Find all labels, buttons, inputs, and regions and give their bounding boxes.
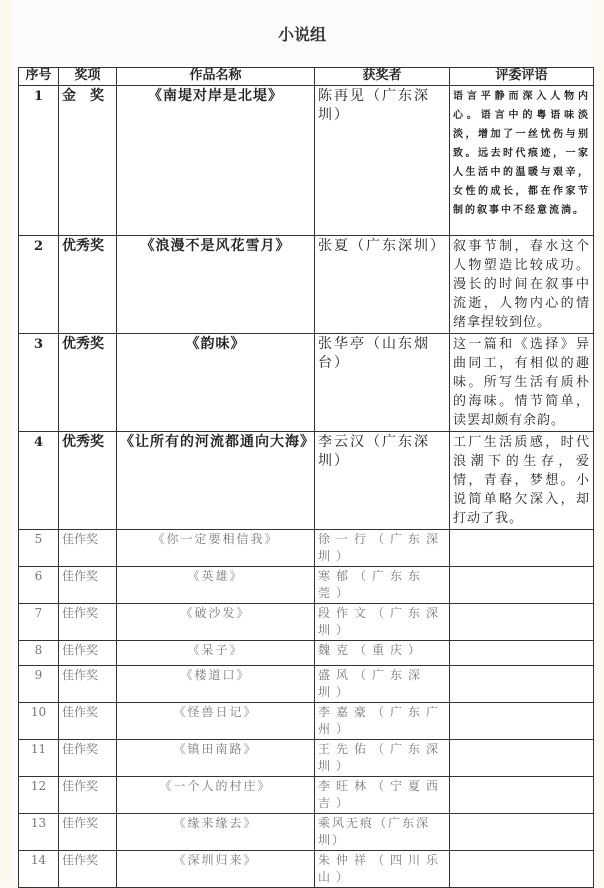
- row-work: 《南堤对岸是北堤》: [117, 86, 315, 236]
- table-row: [19, 740, 594, 777]
- row-winner: 王先佑（广东深圳）: [315, 740, 450, 777]
- table-row: [19, 236, 594, 334]
- row-comment: [450, 641, 594, 666]
- header-work: 作品名称: [117, 68, 315, 86]
- row-no: 1: [19, 86, 59, 236]
- row-comment: 这一篇和《选择》异曲同工，有相似的趣味。所写生活有质朴的海味。情节简单，读罢却颇有余韵。: [450, 334, 594, 432]
- row-no: 10: [19, 703, 59, 740]
- table-header-row: [19, 68, 594, 86]
- row-award: 佳作奖: [59, 777, 117, 814]
- row-work: 《楼道口》: [117, 666, 315, 703]
- row-award: 佳作奖: [59, 530, 117, 567]
- awards-table: [18, 67, 594, 888]
- row-award: 佳作奖: [59, 666, 117, 703]
- row-award: 优秀奖: [59, 334, 117, 432]
- table-row: [19, 604, 594, 641]
- table-row: [19, 777, 594, 814]
- row-award: 佳作奖: [59, 641, 117, 666]
- table-row: [19, 814, 594, 851]
- row-award: 佳作奖: [59, 851, 117, 888]
- row-winner: 魏克（重庆）: [315, 641, 450, 666]
- row-winner: 张夏（广东深圳）: [315, 236, 450, 334]
- row-no: 5: [19, 530, 59, 567]
- row-work: 《深圳归来》: [117, 851, 315, 888]
- row-winner: 李云汉（广东深圳）: [315, 432, 450, 530]
- row-winner: 寒郁（广东东莞）: [315, 567, 450, 604]
- table-row: [19, 432, 594, 530]
- row-comment: 叙事节制，春水这个人物塑造比较成功。漫长的时间在叙事中流逝，人物内心的情绪拿捏较到位。: [450, 236, 594, 334]
- row-work: 《你一定要相信我》: [117, 530, 315, 567]
- row-work: 《让所有的河流都通向大海》: [117, 432, 315, 530]
- row-comment: [450, 567, 594, 604]
- table-row: [19, 334, 594, 432]
- row-winner: 乘风无痕（广东深圳）: [315, 814, 450, 851]
- row-winner: 陈再见（广东深圳）: [315, 86, 450, 236]
- row-no: 8: [19, 641, 59, 666]
- header-comment: 评委评语: [450, 68, 594, 86]
- row-award: 佳作奖: [59, 703, 117, 740]
- row-work: 《英雄》: [117, 567, 315, 604]
- row-work: 《一个人的村庄》: [117, 777, 315, 814]
- row-work: 《怪兽日记》: [117, 703, 315, 740]
- row-no: 2: [19, 236, 59, 334]
- row-winner: 段作文（广东深圳）: [315, 604, 450, 641]
- table-row: [19, 641, 594, 666]
- row-comment: 工厂生活质感，时代浪潮下的生存，爱情，青春，梦想。小说简单略欠深入，却打动了我。: [450, 432, 594, 530]
- table-row: [19, 567, 594, 604]
- row-work: 《呆子》: [117, 641, 315, 666]
- row-no: 12: [19, 777, 59, 814]
- row-winner: 张华亭（山东烟台）: [315, 334, 450, 432]
- row-award: 佳作奖: [59, 567, 117, 604]
- row-award: 佳作奖: [59, 604, 117, 641]
- row-winner: 盛风（广东深圳）: [315, 666, 450, 703]
- table-row: [19, 86, 594, 236]
- row-comment: [450, 814, 594, 851]
- row-award: 佳作奖: [59, 814, 117, 851]
- table-row: [19, 666, 594, 703]
- row-award: 优秀奖: [59, 432, 117, 530]
- row-award: 金 奖: [59, 86, 117, 236]
- row-comment: [450, 703, 594, 740]
- page-title: 小说组: [277, 25, 326, 44]
- row-comment: [450, 530, 594, 567]
- row-work: 《缘来缘去》: [117, 814, 315, 851]
- table-row: [19, 530, 594, 567]
- row-winner: 朱仲祥（四川乐山）: [315, 851, 450, 888]
- row-winner: 徐一行（广东深圳）: [315, 530, 450, 567]
- row-comment: [450, 666, 594, 703]
- row-no: 13: [19, 814, 59, 851]
- row-work: 《韵味》: [117, 334, 315, 432]
- table-row: [19, 703, 594, 740]
- row-no: 14: [19, 851, 59, 888]
- header-winner: 获奖者: [315, 68, 450, 86]
- row-award: 优秀奖: [59, 236, 117, 334]
- row-work: 《浪漫不是风花雪月》: [117, 236, 315, 334]
- row-comment: [450, 777, 594, 814]
- header-award: 奖项: [59, 68, 117, 86]
- row-winner: 李旺林（宁夏西吉）: [315, 777, 450, 814]
- header-no: 序号: [19, 68, 59, 86]
- row-comment: [450, 604, 594, 641]
- row-no: 6: [19, 567, 59, 604]
- row-no: 11: [19, 740, 59, 777]
- row-no: 3: [19, 334, 59, 432]
- row-award: 佳作奖: [59, 740, 117, 777]
- row-no: 9: [19, 666, 59, 703]
- row-no: 4: [19, 432, 59, 530]
- row-winner: 李嘉豪（广东广州）: [315, 703, 450, 740]
- row-work: 《破沙发》: [117, 604, 315, 641]
- row-no: 7: [19, 604, 59, 641]
- row-comment: [450, 740, 594, 777]
- row-comment: 语言平静而深入人物内心。语言中的粤语味淡淡，增加了一丝忧伤与别致。远去时代痕迹，一家人生活中的温暖与艰辛，女性的成长，都在作家节制的叙事中不经意流淌。: [450, 86, 594, 236]
- row-work: 《镇田南路》: [117, 740, 315, 777]
